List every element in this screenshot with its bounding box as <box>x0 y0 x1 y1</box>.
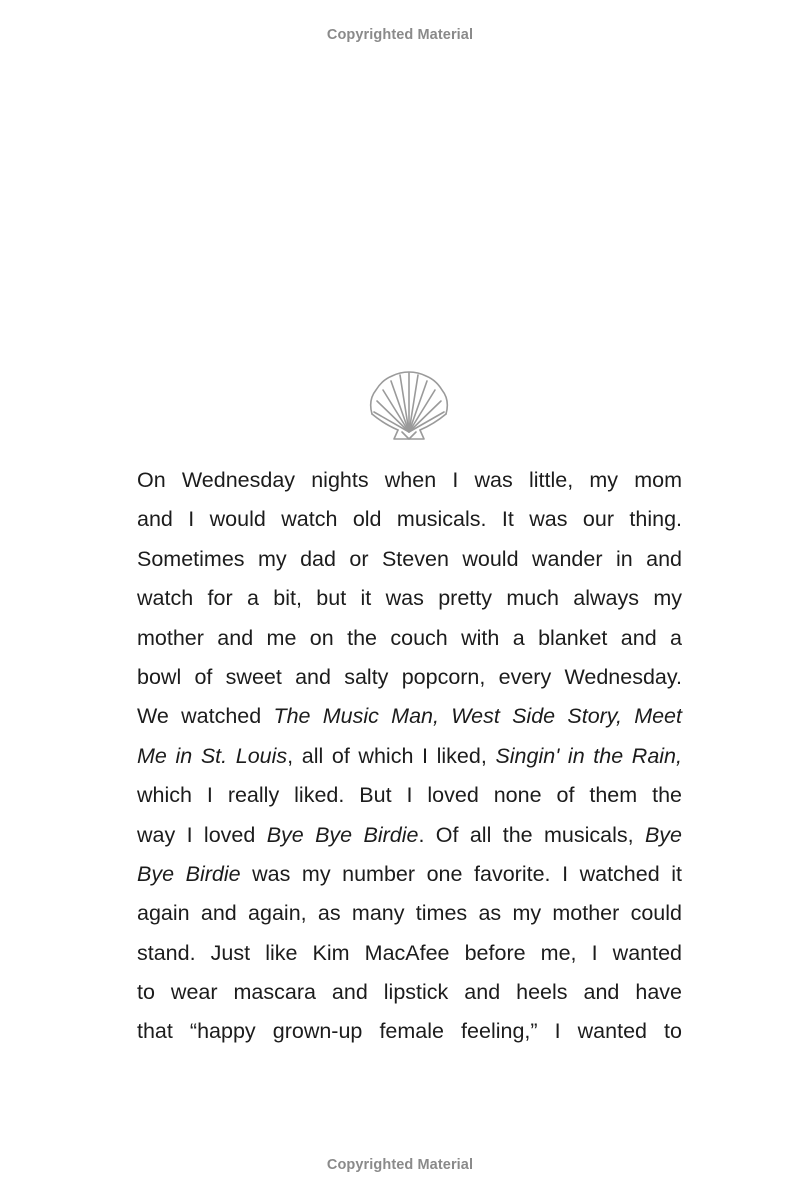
text-run: again and again, as many times as my mother could <box>137 901 682 926</box>
text-run: and I would watch old musicals. It was our thing. <box>137 507 682 532</box>
text-line <box>137 973 682 1012</box>
text-run: mother and me on the couch with a blanket and a <box>137 625 682 650</box>
text-line <box>137 776 682 815</box>
text-line <box>137 540 682 579</box>
text-run: We watched <box>137 704 274 729</box>
text-run: that “happy grown-up female feeling,” I wanted to <box>137 1019 682 1044</box>
text-run: bowl of sweet and salty popcorn, every Wednesday. <box>137 664 682 689</box>
shell-icon <box>364 370 454 442</box>
italic-title: Singin' in the Rain, <box>495 743 682 768</box>
text-line <box>137 934 682 973</box>
text-line <box>137 737 682 776</box>
italic-title: Bye <box>644 822 682 847</box>
text-run: was my number one favorite. I watched it <box>240 861 682 886</box>
text-line <box>137 894 682 933</box>
text-run: On Wednesday nights when I was little, my mom <box>137 468 682 492</box>
text-line <box>137 461 682 500</box>
text-run: to wear mascara and lipstick and heels and have <box>137 980 682 1005</box>
italic-title: Me in St. Louis <box>137 743 288 768</box>
text-line <box>137 855 682 894</box>
text-line <box>137 658 682 697</box>
text-run: , all of which I liked, <box>287 743 496 768</box>
text-run: stand. Just like Kim MacAfee before me, I wanted <box>137 940 682 965</box>
text-run: which I really liked. But I loved none of them the <box>137 783 682 808</box>
text-line <box>137 816 682 855</box>
text-run: . Of all the musicals, <box>418 822 645 847</box>
text-line <box>137 579 682 618</box>
copyright-watermark-bottom: Copyrighted Material <box>326 1157 474 1173</box>
italic-title: Bye Birdie <box>137 861 241 886</box>
text-run: watch for a bit, but it was pretty much always my <box>137 586 682 611</box>
italic-title: The Music Man, West Side Story, Meet <box>273 704 682 729</box>
body-paragraph <box>137 461 682 1052</box>
copyright-watermark-top: Copyrighted Material <box>326 27 474 43</box>
text-line <box>137 697 682 736</box>
italic-title: Bye Bye Birdie <box>266 822 419 847</box>
text-line <box>137 619 682 658</box>
text-line <box>137 1012 682 1051</box>
text-run: Sometimes my dad or Steven would wander in and <box>137 546 682 571</box>
text-line <box>137 500 682 539</box>
text-run: way I loved <box>137 822 267 847</box>
